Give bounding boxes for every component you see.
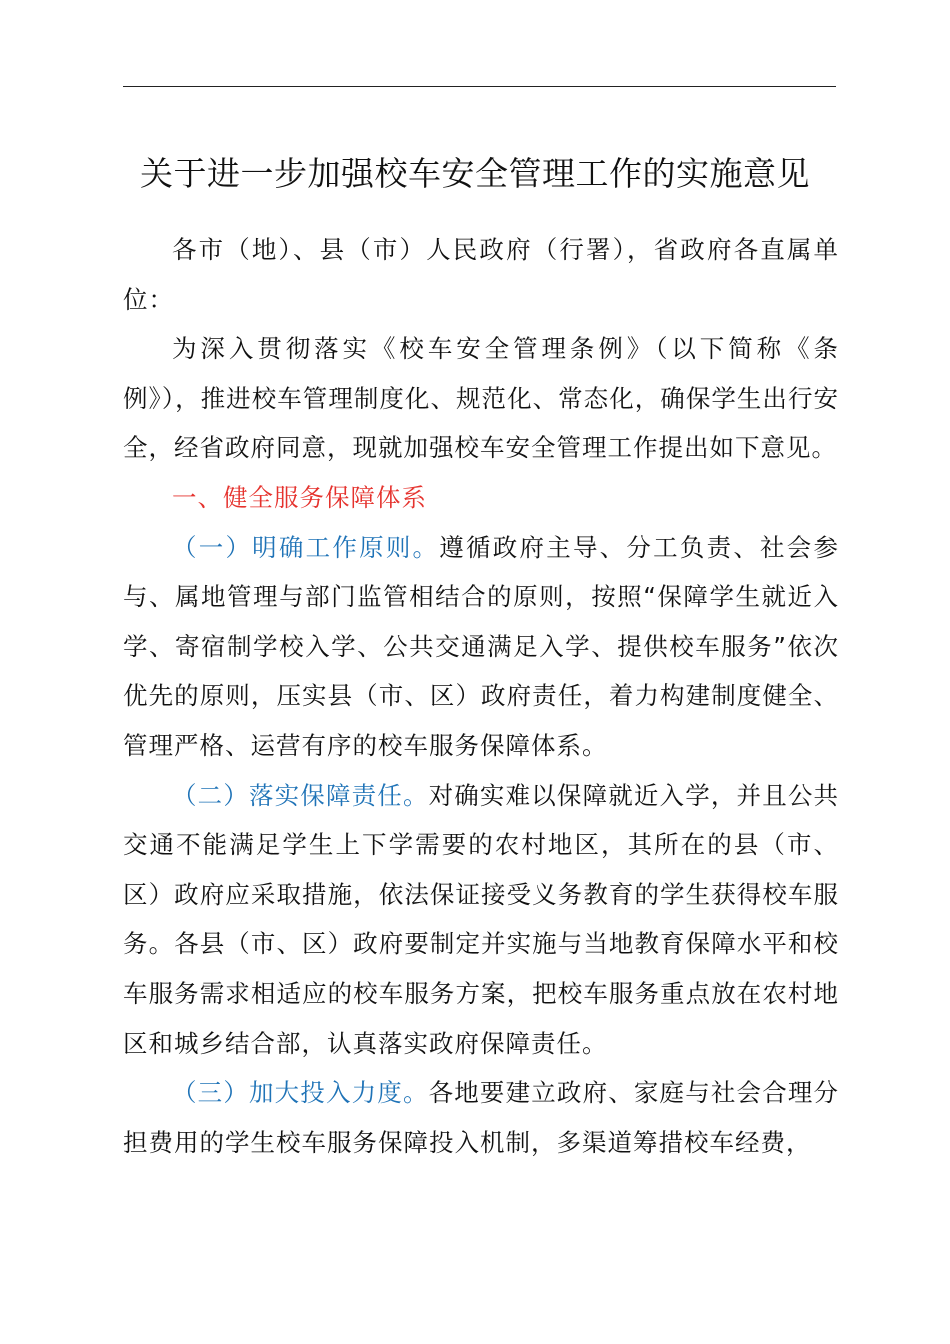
intro-paragraph: 为深入贯彻落实《校车安全管理条例》（以下简称《条例》），推进校车管理制度化、规范化、常态化，确保学生出行安全，经省政府同意，现就加强校车安全管理工作提出如下意见。 (123, 334, 839, 463)
item-text-1: 遵循政府主导、分工负责、社会参与、属地管理与部门监管相结合的原则，按照“保障学生就近入学、寄宿制学校入学、公共交通满足入学、提供校车服务”依次优先的原则，压实县（市、区）政府责任，着力构建制度健全、管理严格、运营有序的校车服务保障体系。 (123, 532, 840, 760)
item-heading-1: （一）明确工作原则。 (172, 532, 440, 562)
item-text-2: 对确实难以保障就近入学，并且公共交通不能满足学生上下学需要的农村地区，其所在的县（市、区）政府应采取措施，依法保证接受义务教育的学生获得校车服务。各县（市、区）政府要制定并实施与当地教育保障水平和校车服务需求相适应的校车服务方案，把校车服务重点放在农村地区和城乡结合部，认真落实政府保障责任。 (123, 780, 840, 1058)
document-title: 关于进一步加强校车安全管理工作的实施意见 (140, 154, 810, 193)
header-rule (123, 86, 836, 87)
salutation: 各市（地）、县（市）人民政府（行署），省政府各直属单位： (123, 235, 839, 314)
item-paragraph-3 (123, 1068, 839, 1167)
document-body (123, 225, 839, 1167)
item-text-3: 各地要建立政府、家庭与社会合理分担费用的学生校车服务保障投入机制，多渠道筹措校车经费， (123, 1078, 840, 1157)
item-heading-2: （二）落实保障责任。 (172, 780, 429, 810)
item-paragraph-1 (123, 523, 839, 771)
item-heading-3: （三）加大投入力度。 (172, 1078, 429, 1108)
item-paragraph-2 (123, 771, 839, 1069)
section-heading-1: 一、健全服务保障体系 (172, 482, 427, 512)
